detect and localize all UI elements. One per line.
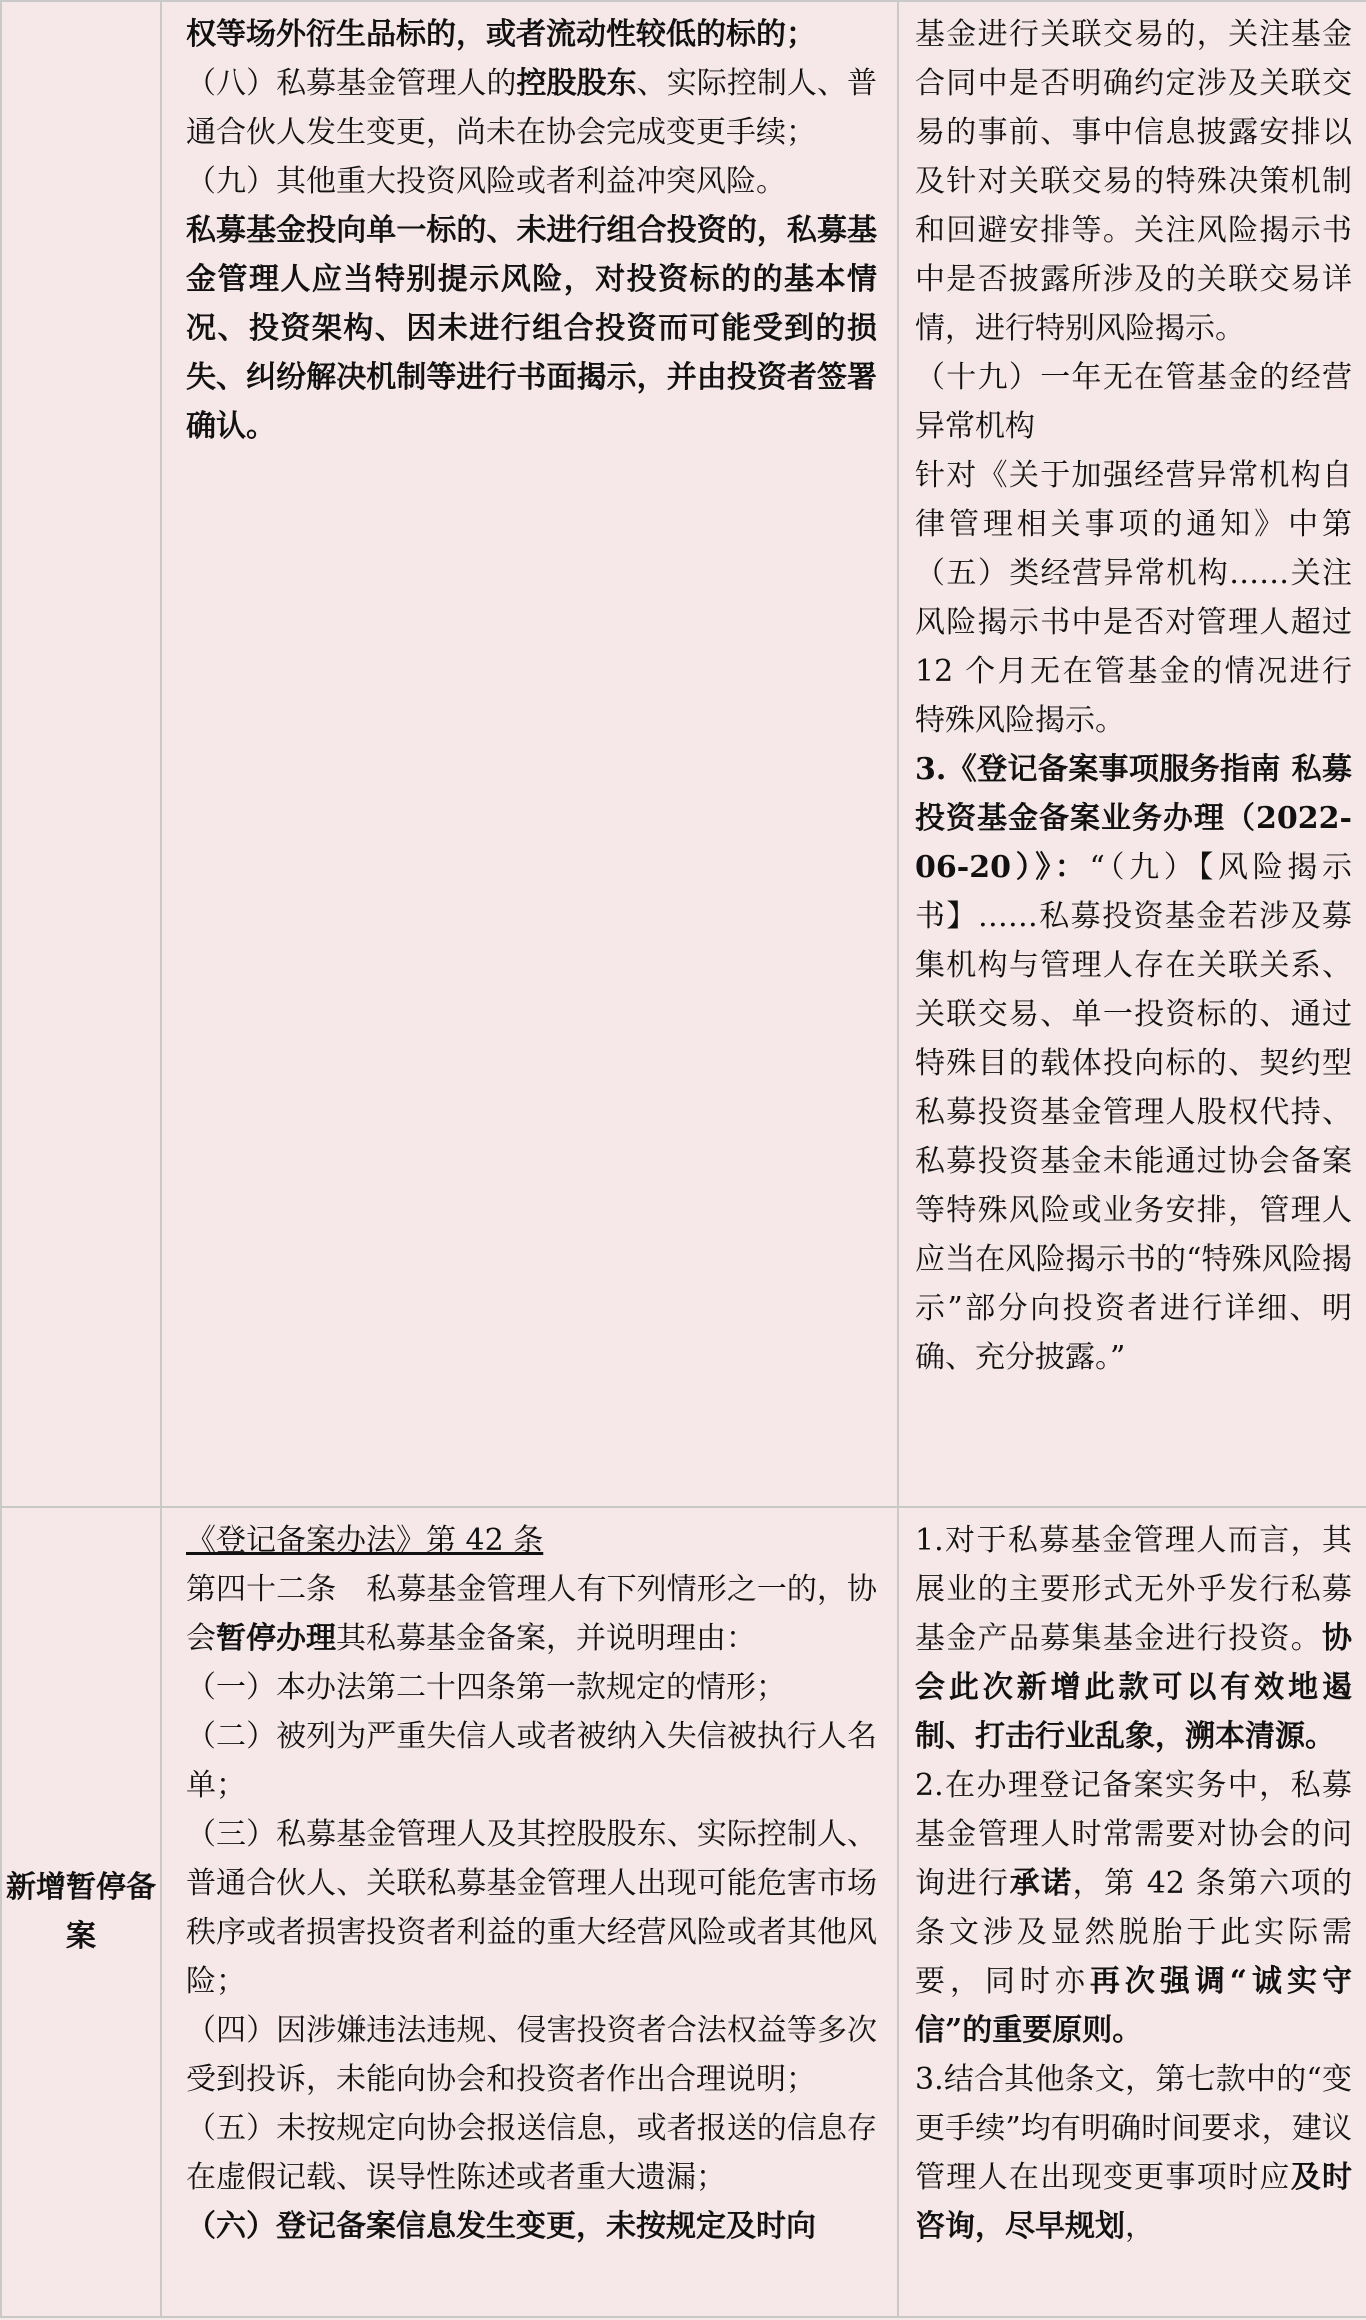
paragraph [186,2006,877,2104]
row-label: 新增暂停备案 [6,1870,156,1954]
text-run: （三）私募基金管理人及其控股股东、实际控制人、普通合伙人、关联私募基金管理人出现可能危害市场秩序或者损害投资者利益的重大经营风险或者其他风险； [186,1817,877,1999]
text-run: 其私募基金备案，并说明理由： [336,1621,756,1656]
paragraph [915,353,1352,451]
emphasis-text: 权等场外衍生品标的，或者流动性较低的标的； [186,17,816,52]
paragraph [186,2104,877,2202]
paragraph [186,157,877,206]
emphasis-text: 承诺 [1009,1866,1073,1901]
row-label-cell [1,1,161,1507]
paragraph [915,1761,1352,2055]
paragraph [915,1516,1352,1761]
emphasis-text: 暂停办理 [216,1621,336,1656]
emphasis-text: 再次强调“诚实守信”的重要原则。 [915,1964,1352,2048]
text-run: （九）其他重大投资风险或者利益冲突风险。 [186,164,786,199]
emphasis-text: 控股股东 [516,66,637,101]
emphasis-text: 及时咨询，尽早规划 [915,2160,1353,2244]
paragraph [915,451,1352,745]
text-run: （一）本办法第二十四条第一款规定的情形； [186,1670,786,1705]
text-run: ， [1125,2209,1155,2244]
table-row [1,1,1366,1507]
paragraph [186,1565,877,1663]
text-run: “（九）【风险揭示书】……私募投资基金若涉及募集机构与管理人存在关联关系、关联交易、单一投资标的、通过特殊目的载体投向标的、契约型私募投资基金管理人股权代持、私募投资基金未能通过协会备案等特殊风险或业务安排，管理人应当在风险揭示书的“特殊风险揭示”部分向投资者进行详细、明确、充分披露。” [915,850,1352,1375]
text-run: 2.在办理登记备案实务中，私募基金管理人时常需要对协会的问询进行 [915,1768,1352,1901]
commentary-cell [898,1507,1366,2317]
paragraph [186,206,877,451]
emphasis-text: 3.《登记备案事项服务指南 私募投资基金备案业务办理（2022-06-20）》： [915,752,1352,885]
text-run: 1.对于私募基金管理人而言，其展业的主要形式无外乎发行私募基金产品募集基金进行投资。 [915,1523,1352,1656]
paragraph [186,1663,877,1712]
emphasis-text: （六）登记备案信息发生变更，未按规定及时向 [186,2209,816,2244]
text-run: （十九）一年无在管基金的经营异常机构 [915,360,1352,444]
commentary-cell [898,1,1366,1507]
paragraph [915,10,1352,353]
paragraph [186,2202,877,2251]
text-run: 3.结合其他条文，第七款中的“变更手续”均有明确时间要求，建议管理人在出现变更事项时应 [915,2062,1352,2195]
text-run: （八）私募基金管理人的 [186,66,517,101]
text-run: （二）被列为严重失信人或者被纳入失信被执行人名单； [186,1719,877,1803]
text-run: （五）未按规定向协会报送信息，或者报送的信息存在虚假记载、误导性陈述或者重大遗漏； [186,2111,877,2195]
text-run: （四）因涉嫌违法违规、侵害投资者合法权益等多次受到投诉，未能向协会和投资者作出合理说明； [186,2013,877,2097]
provision-text-cell [161,1,898,1507]
paragraph [186,10,877,59]
paragraph [186,1712,877,1810]
text-run: 针对《关于加强经营异常机构自律管理相关事项的通知》中第（五）类经营异常机构……关注风险揭示书中是否对管理人超过 12 个月无在管基金的情况进行特殊风险揭示。 [915,458,1352,738]
paragraph [186,59,877,157]
paragraph [915,2055,1352,2251]
emphasis-text: 协会此次新增此款可以有效地遏制、打击行业乱象，溯本清源。 [915,1621,1352,1754]
text-run: 基金进行关联交易的，关注基金合同中是否明确约定涉及关联交易的事前、事中信息披露安排以及针对关联交易的特殊决策机制和回避安排等。关注风险揭示书中是否披露所涉及的关联交易详情，进行特别风险揭示。 [915,17,1352,346]
article-reference: 《登记备案办法》第 42 条 [186,1523,544,1558]
table-row [1,1507,1366,2317]
paragraph [915,745,1352,1382]
paragraph [186,1810,877,2006]
row-label-cell [1,1507,161,2317]
emphasis-text: 私募基金投向单一标的、未进行组合投资的，私募基金管理人应当特别提示风险，对投资标的的基本情况、投资架构、因未进行组合投资而可能受到的损失、纠纷解决机制等进行书面揭示，并由投资者签署确认。 [186,213,877,444]
paragraph [186,1516,877,1565]
text-run: 第四十二条 私募基金管理人有下列情形之一的，协会 [186,1572,877,1656]
provision-text-cell [161,1507,898,2317]
text-run: ，第 42 条第六项的条文涉及显然脱胎于此实际需要，同时亦 [915,1866,1353,1999]
text-run: 、实际控制人、普通合伙人发生变更，尚未在协会完成变更手续； [186,66,878,150]
